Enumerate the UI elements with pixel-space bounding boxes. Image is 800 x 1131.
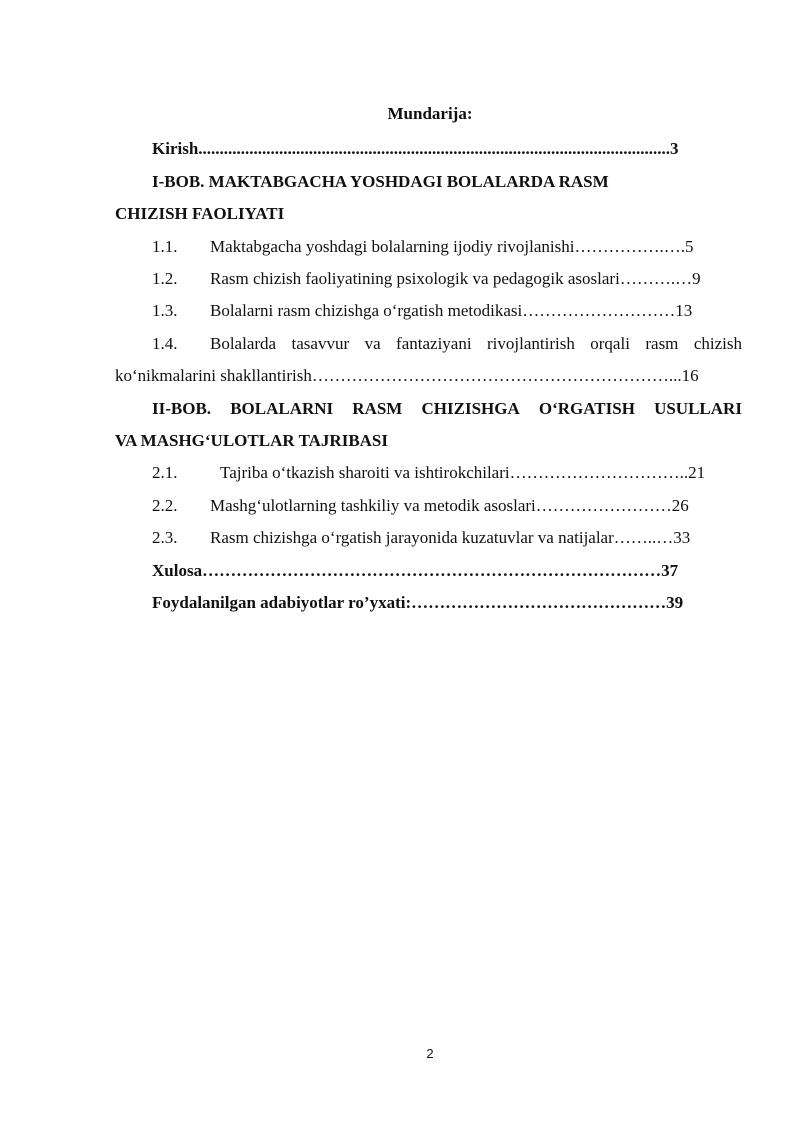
word: va (364, 334, 381, 353)
section-number: 1.1. (152, 237, 178, 256)
word: Bolalarda (210, 334, 277, 353)
section-number: 2.1. (152, 463, 178, 482)
word: O‘RGATISH (538, 399, 635, 418)
page-number: 2 (426, 1046, 434, 1061)
section-number: 2.3. (152, 528, 178, 547)
word: chizish (693, 334, 742, 353)
word: tasavvur (291, 334, 350, 353)
toc-title: Mundarija: (387, 104, 473, 123)
section-number: 2.2. (152, 496, 178, 515)
word: rivojlantirish (487, 334, 575, 353)
word: orqali (590, 334, 630, 353)
toc-entry-1-4 (152, 333, 742, 355)
section-title: Tajriba o‘tkazish sharoiti va ishtirokchilari…………………………..21 (220, 463, 706, 482)
word: rasm (645, 334, 679, 353)
toc-entry-references: Foydalanilgan adabiyotlar ro’yxati:………………………………………39 (152, 593, 684, 612)
toc-entry-xulosa: Xulosa………………………………………………………………………37 (152, 561, 679, 580)
toc-entry-1-3 (152, 300, 742, 322)
section-title-line1 (210, 333, 742, 355)
section-title: Mashg‘ulotlarning tashkiliy va metodik asoslari……………………26 (210, 496, 689, 515)
toc-entry-2-1 (152, 462, 742, 484)
section-number: 1.2. (152, 269, 178, 288)
section-title: Rasm chizish faoliyatining psixologik va pedagogik asoslari……….…9 (210, 269, 701, 288)
toc-entry-2-3 (152, 527, 742, 549)
chapter1-heading-line1: I-BOB. MAKTABGACHA YOSHDAGI BOLALARDA RASM (152, 172, 609, 191)
word: RASM (352, 399, 403, 418)
toc-entry-kirish: Kirish...............................................................................................................3 (152, 139, 679, 158)
word: fantaziyani (396, 334, 472, 353)
section-title: Bolalarni rasm chizishga o‘rgatish metodikasi………………………13 (210, 301, 693, 320)
toc-entry-1-4-line2: ko‘nikmalarini shakllantirish………………………………………………………...16 (115, 366, 699, 385)
chapter2-heading-line1 (152, 398, 742, 420)
word: USULLARI (654, 399, 742, 418)
word: CHIZISHGA (421, 399, 520, 418)
word: II-BOB. (152, 399, 212, 418)
word: BOLALARNI (230, 399, 334, 418)
section-number: 1.3. (152, 301, 178, 320)
section-title: Maktabgacha yoshdagi bolalarning ijodiy rivojlanishi…………….….5 (210, 237, 694, 256)
section-number: 1.4. (152, 334, 178, 353)
section-title: Rasm chizishga o‘rgatish jarayonida kuzatuvlar va natijalar……..…33 (210, 528, 691, 547)
chapter1-heading-line2: CHIZISH FAOLIYATI (115, 204, 285, 223)
chapter2-heading-line2: VA MASHG‘ULOTLAR TAJRIBASI (115, 431, 389, 450)
toc-entry-1-1 (152, 236, 742, 258)
toc-entry-1-2 (152, 268, 742, 290)
toc-entry-2-2 (152, 495, 742, 517)
